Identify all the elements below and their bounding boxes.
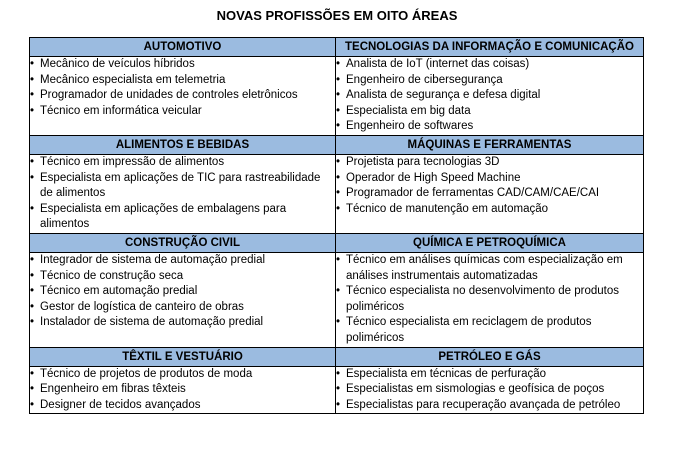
area-header: TECNOLOGIAS DA INFORMAÇÃO E COMUNICAÇÃO: [336, 38, 644, 57]
bullet-icon: •: [336, 316, 341, 329]
items-row: [30, 366, 644, 414]
profession-list: [30, 57, 335, 119]
list-item: • Engenheiro em fibras têxteis: [30, 382, 335, 398]
area-header: MÁQUINAS E FERRAMENTAS: [336, 135, 644, 154]
bullet-icon: •: [336, 104, 341, 117]
bullet-icon: •: [336, 202, 341, 215]
bullet-icon: •: [336, 73, 341, 86]
bullet-icon: •: [336, 383, 341, 396]
area-cell: [30, 366, 336, 414]
area-cell: [336, 57, 644, 136]
area-cell: [30, 252, 336, 347]
profession-list: [30, 155, 335, 233]
list-item: • Técnico especialista no desenvolvimento de produtos poliméricos: [336, 285, 619, 313]
area-header: ALIMENTOS E BEBIDAS: [30, 135, 336, 154]
bullet-icon: •: [30, 300, 35, 313]
bullet-icon: •: [30, 316, 35, 329]
list-item: • Gestor de logística de canteiro de obras: [30, 300, 335, 316]
items-row: [30, 57, 644, 136]
profession-list: [336, 253, 643, 347]
list-item: • Instalador de sistema de automação predial: [30, 315, 335, 331]
area-header: AUTOMOTIVO: [30, 38, 336, 57]
area-header: CONSTRUÇÃO CIVIL: [30, 233, 336, 252]
list-item: • Técnico de projetos de produtos de moda: [30, 367, 335, 383]
list-item: • Técnico em análises químicas com especialização em análises instrumentais automatizadas: [336, 253, 623, 282]
bullet-icon: •: [336, 58, 341, 70]
bullet-icon: •: [336, 398, 341, 411]
list-item: • Programador de ferramentas CAD/CAM/CAE/CAI: [336, 186, 643, 202]
bullet-icon: •: [336, 155, 341, 168]
professions-table: [29, 37, 644, 414]
list-item: • Técnico em impressão de alimentos: [30, 155, 335, 171]
bullet-icon: •: [30, 269, 35, 282]
profession-list: [336, 155, 643, 217]
list-item: • Operador de High Speed Machine: [336, 171, 643, 187]
list-item: • Projetista para tecnologias 3D: [336, 155, 643, 171]
bullet-icon: •: [336, 285, 341, 298]
list-item: • Engenheiro de softwares: [336, 119, 643, 135]
bullet-icon: •: [30, 367, 35, 380]
header-row: [30, 233, 644, 252]
profession-list: [30, 253, 335, 331]
list-item: • Engenheiro de cibersegurança: [336, 73, 643, 89]
list-item: • Especialista em técnicas de perfuração: [336, 367, 643, 383]
area-header: QUÍMICA E PETROQUÍMICA: [336, 233, 644, 252]
list-item: • Especialistas para recuperação avançada de petróleo: [336, 398, 643, 414]
page-title: NOVAS PROFISSÕES EM OITO ÁREAS: [216, 8, 458, 23]
bullet-icon: •: [30, 155, 35, 168]
bullet-icon: •: [30, 398, 35, 411]
profession-list: [336, 57, 643, 135]
list-item: • Técnico em informática veicular: [30, 104, 335, 120]
area-cell: [336, 366, 644, 414]
bullet-icon: •: [30, 104, 35, 117]
list-item: • Mecânico especialista em telemetria: [30, 73, 335, 89]
header-row: [30, 135, 644, 154]
list-item: • Programador de unidades de controles eletrônicos: [30, 88, 335, 104]
bullet-icon: •: [30, 202, 35, 215]
bullet-icon: •: [30, 285, 35, 298]
area-cell: [30, 154, 336, 233]
area-header: TÊXTIL E VESTUÁRIO: [30, 347, 336, 366]
bullet-icon: •: [30, 171, 35, 184]
list-item: • Analista de segurança e defesa digital: [336, 88, 643, 104]
list-item: • Técnico especialista em reciclagem de produtos poliméricos: [336, 316, 592, 344]
items-row: [30, 154, 644, 233]
list-item: • Mecânico de veículos híbridos: [30, 57, 335, 73]
bullet-icon: •: [30, 58, 35, 70]
list-item: • Designer de tecidos avançados: [30, 398, 335, 414]
bullet-icon: •: [336, 171, 341, 184]
bullet-icon: •: [336, 253, 341, 266]
bullet-icon: •: [30, 89, 35, 102]
area-cell: [336, 252, 644, 347]
area-header: PETRÓLEO E GÁS: [336, 347, 644, 366]
list-item: • Técnico de manutenção em automação: [336, 202, 643, 218]
bullet-icon: •: [336, 120, 341, 133]
area-cell: [30, 57, 336, 136]
bullet-icon: •: [30, 383, 35, 396]
header-row: [30, 38, 644, 57]
bullet-icon: •: [336, 187, 341, 200]
bullet-icon: •: [336, 89, 341, 102]
profession-list: [30, 367, 335, 414]
profession-list: [336, 367, 643, 414]
area-cell: [336, 154, 644, 233]
header-row: [30, 347, 644, 366]
list-item: • Técnico de construção seca: [30, 269, 335, 285]
bullet-icon: •: [30, 73, 35, 86]
list-item: • Especialista em aplicações de TIC para rastreabilidade de alimentos: [30, 171, 321, 200]
list-item: • Integrador de sistema de automação predial: [30, 253, 335, 269]
list-item: • Especialista em aplicações de embalagens para alimentos: [30, 202, 287, 231]
bullet-icon: •: [30, 253, 35, 266]
list-item: • Especialista em big data: [336, 104, 643, 120]
list-item: • Especialistas em sismologias e geofísica de poços: [336, 382, 643, 398]
list-item: • Técnico em automação predial: [30, 284, 335, 300]
list-item: • Analista de IoT (internet das coisas): [336, 57, 643, 73]
items-row: [30, 252, 644, 347]
bullet-icon: •: [336, 367, 341, 380]
